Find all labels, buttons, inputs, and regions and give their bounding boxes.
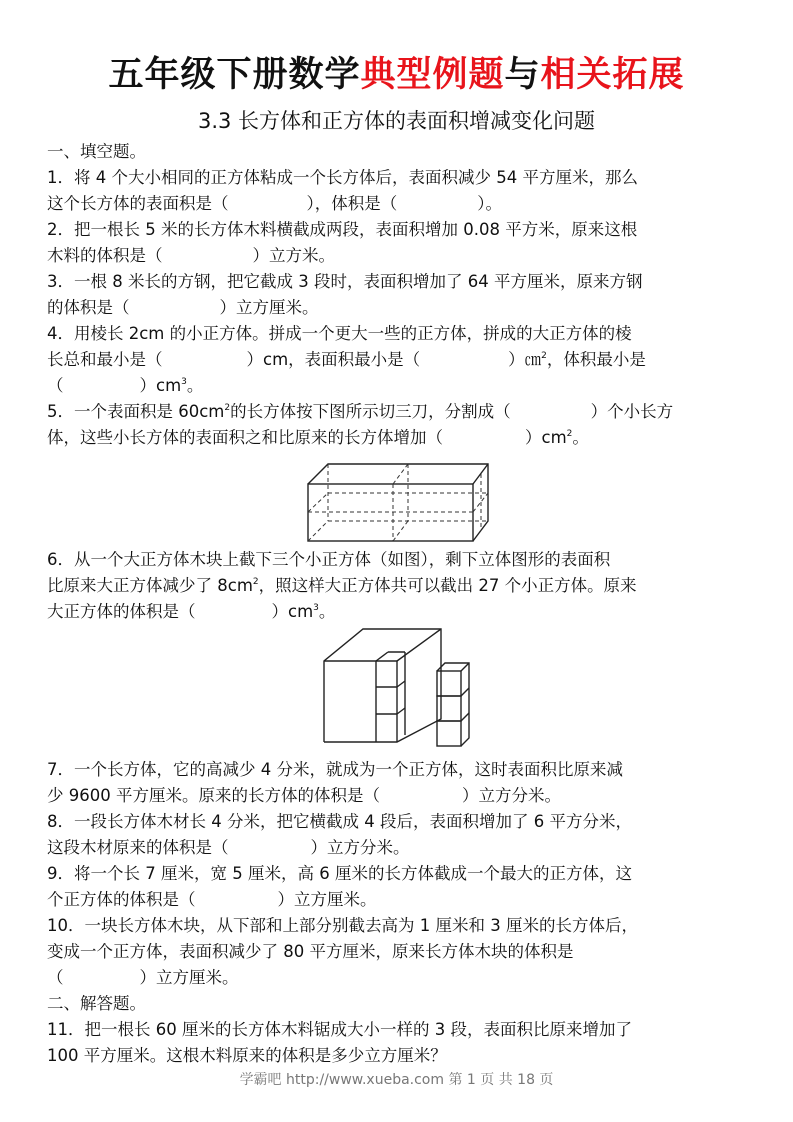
section-heading-fill-blank: 一、填空题。 — [47, 142, 146, 161]
question-text: 这段木材原来的体积是（ ）立方分米。 — [47, 838, 410, 857]
question-5 — [47, 399, 752, 451]
question-3 — [47, 269, 752, 321]
question-text: 长总和最小是（ ）cm，表面积最小是（ ）㎝$^2$，体积最小是 — [47, 350, 646, 369]
question-11 — [47, 1017, 752, 1069]
question-text: 4．用棱长 2cm 的小正方体。拼成一个更大一些的正方体，拼成的大正方体的棱 — [47, 324, 632, 343]
question-text: 木料的体积是（ ）立方米。 — [47, 246, 335, 265]
question-text: 10．一块长方体木块，从下部和上部分别截去高为 1 厘米和 3 厘米的长方体后， — [47, 916, 638, 935]
question-4 — [47, 321, 752, 399]
question-text: 2．把一根长 5 米的长方体木料横截成两段，表面积增加 0.08 平方米，原来这根 — [47, 220, 638, 239]
question-1 — [47, 165, 752, 217]
question-text: 这个长方体的表面积是（ ），体积是（ ）。 — [47, 194, 502, 213]
question-6 — [47, 547, 752, 625]
question-text: 100 平方厘米。这根木料原来的体积是多少立方厘米？ — [47, 1046, 447, 1065]
question-text: 5．一个表面积是 $60cm^2$的长方体按下图所示切三刀，分割成（ ）个小长方 — [47, 402, 674, 421]
question-text: 变成一个正方体，表面积减少了 80 平方厘米，原来长方体木块的体积是 — [47, 942, 574, 961]
title-middle-part: 与 — [504, 55, 541, 95]
question-text: 大正方体的体积是（ ）$cm^3$。 — [47, 602, 336, 621]
page-subtitle: 3.3 长方体和正方体的表面积增减变化问题 — [197, 109, 596, 133]
question-8 — [47, 809, 752, 861]
question-text: 少 9600 平方厘米。原来的长方体的体积是（ ）立方分米。 — [47, 786, 561, 805]
question-2 — [47, 217, 752, 269]
question-text: 3．一根 8 米长的方钢，把它截成 3 段时，表面积增加了 64 平方厘米，原来方钢 — [47, 272, 643, 291]
question-text: 11．把一根长 60 厘米的长方体木料锯成大小一样的 3 段，表面积比原来增加了 — [47, 1020, 632, 1039]
section-heading-solve: 二、解答题。 — [47, 994, 146, 1013]
question-text: 8．一段长方体木材长 4 分米，把它横截成 4 段后，表面积增加了 6 平方分米， — [47, 812, 632, 831]
question-text: 体，这些小长方体的表面积之和比原来的长方体增加（ ）$cm^2$。 — [47, 428, 589, 447]
cuboid-diagram — [47, 451, 752, 547]
question-9 — [47, 861, 752, 913]
question-text: （ ）$cm^3$。 — [47, 376, 204, 395]
question-text: 1．将 4 个大小相同的正方体粘成一个长方体后，表面积减少 54 平方厘米，那么 — [47, 168, 638, 187]
question-text: 比原来大正方体减少了 $8cm^2$，照这样大正方体共可以截出 27 个小正方体。原来 — [47, 576, 637, 595]
question-text: 9．将一个长 7 厘米，宽 5 厘米，高 6 厘米的长方体截成一个最大的正方体，这 — [47, 864, 632, 883]
question-7 — [47, 757, 752, 809]
title-red-part-2: 相关拓展 — [540, 55, 685, 95]
question-text: 的体积是（ ）立方厘米。 — [47, 298, 319, 317]
question-10 — [47, 913, 752, 991]
question-text: （ ）立方厘米。 — [47, 968, 239, 987]
question-text: 7．一个长方体，它的高减少 4 分米，就成为一个正方体，这时表面积比原来减 — [47, 760, 623, 779]
title-black-part: 五年级下册数学 — [108, 55, 361, 95]
page-title — [0, 52, 793, 98]
title-red-part-1: 典型例题 — [360, 55, 505, 95]
page-footer: 学霸吧 http://www.xueba.com 第 1 页 共 18 页 — [239, 1072, 554, 1088]
question-text: 6．从一个大正方体木块上截下三个小正方体（如图），剩下立体图形的表面积 — [47, 550, 611, 569]
cube-with-cutouts-figure — [47, 625, 752, 757]
worksheet-body — [47, 139, 752, 1069]
cube-diagram — [47, 625, 752, 757]
question-text: 个正方体的体积是（ ）立方厘米。 — [47, 890, 377, 909]
cuboid-cut-figure — [47, 451, 752, 547]
